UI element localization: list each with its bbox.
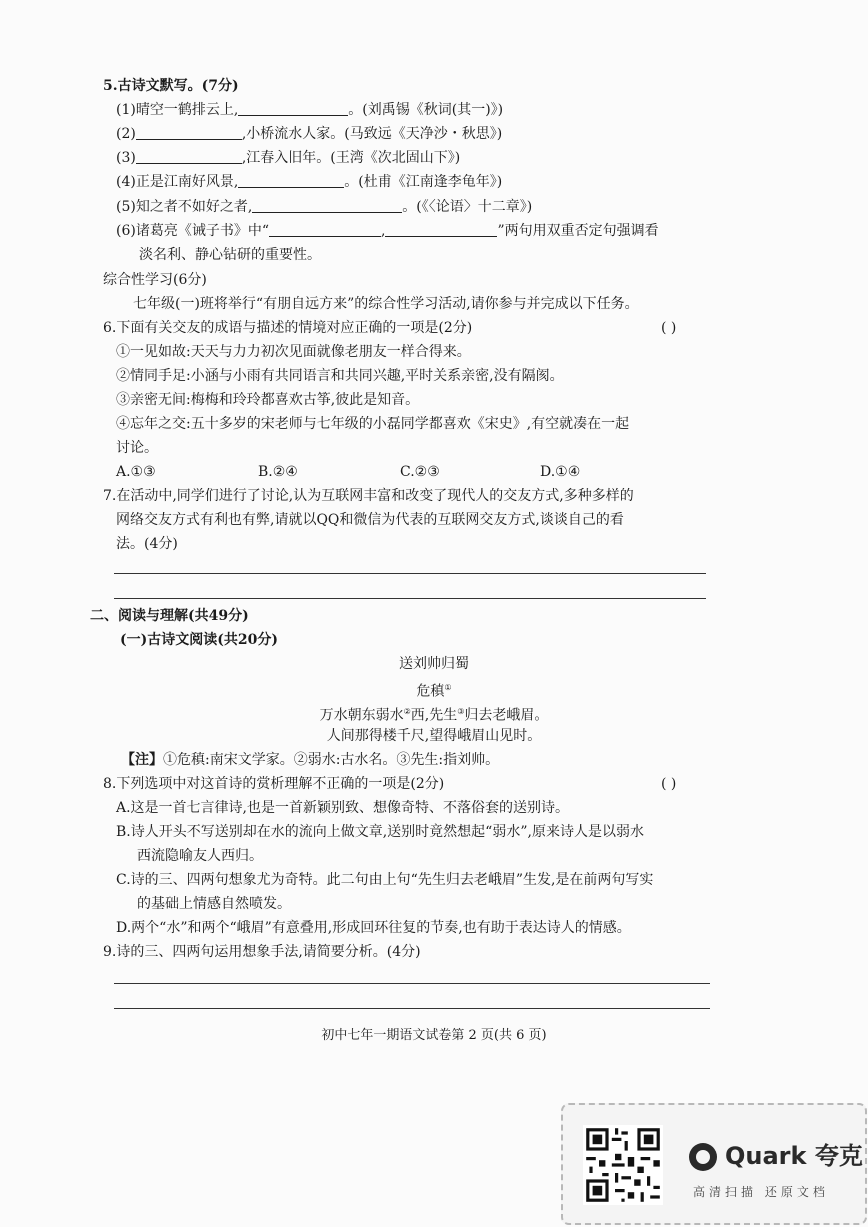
answer-blank[interactable] bbox=[136, 124, 242, 140]
poem-line-2: 人间那得楼千尺,望得峨眉山见时。 bbox=[326, 728, 542, 744]
text: (4)正是江南好风景, bbox=[116, 174, 239, 190]
quark-slogan: 高清扫描 还原文档 bbox=[693, 1185, 829, 1199]
q9-stem: 9.诗的三、四两句运用想象手法,请简要分析。(4分) bbox=[103, 944, 421, 960]
answer-blank[interactable] bbox=[385, 221, 497, 237]
poem-title: 送刘帅归蜀 bbox=[399, 656, 469, 672]
q8-option-c[interactable]: C.诗的三、四两句想象尤为奇特。此二句由上句“先生归去老峨眉”生发,是在前两句写实 bbox=[116, 872, 654, 888]
q6-option-4-cont: 讨论。 bbox=[116, 440, 158, 456]
q6-answer-paren[interactable]: ( ) bbox=[661, 320, 677, 336]
q6-stem: 6.下面有关交友的成语与描述的情境对应正确的一项是(2分) bbox=[103, 320, 473, 336]
text: (5)知之者不如好之者, bbox=[116, 199, 253, 215]
answer-blank[interactable] bbox=[252, 197, 402, 213]
text: (1)晴空一鹤排云上, bbox=[116, 102, 239, 118]
answer-blank[interactable] bbox=[136, 148, 242, 164]
q5-line-6-cont: 淡名利、静心钻研的重要性。 bbox=[139, 247, 321, 263]
text: 。(杜甫《江南逢李龟年》) bbox=[344, 174, 503, 190]
q6-option-4: ④忘年之交:五十多岁的宋老师与七年级的小磊同学都喜欢《宋史》,有空就凑在一起 bbox=[116, 416, 630, 432]
text: 万水朝东弱水 bbox=[319, 707, 404, 724]
q5-line-6 bbox=[116, 221, 659, 241]
q7-line-3: 法。(4分) bbox=[116, 536, 178, 552]
text: ,江春入旧年。(王湾《次北固山下》) bbox=[241, 150, 461, 166]
q9-answer-line-2[interactable] bbox=[114, 1008, 710, 1009]
q9-answer-line-1[interactable] bbox=[114, 983, 710, 984]
q5-line-5 bbox=[116, 197, 532, 217]
page-footer: 初中七年一期语文试卷第 2 页(共 6 页) bbox=[321, 1028, 547, 1043]
text: ①危稹:南宋文学家。②弱水:古水名。③先生:指刘帅。 bbox=[163, 752, 500, 768]
q8-option-b[interactable]: B.诗人开头不写送别却在水的流向上做文章,送别时竟然想起“弱水”,原来诗人是以弱水 bbox=[116, 824, 644, 840]
answer-blank[interactable] bbox=[238, 172, 344, 188]
q6-choice-c[interactable]: C.②③ bbox=[400, 464, 440, 480]
q6-option-3: ③亲密无间:梅梅和玲玲都喜欢古筝,彼此是知音。 bbox=[116, 392, 420, 408]
footnote-mark: ② bbox=[403, 707, 411, 716]
note-tag: 【注】 bbox=[121, 752, 163, 768]
comprehensive-intro: 七年级(一)班将举行“有朋自远方来”的综合性学习活动,请你参与并完成以下任务。 bbox=[133, 296, 639, 312]
q5-line-2 bbox=[116, 124, 502, 144]
text: (6)诸葛亮《诫子书》中“ bbox=[116, 223, 269, 239]
q6-option-1: ①一见如故:天天与力力初次见面就像老朋友一样合得来。 bbox=[116, 344, 471, 360]
q7-answer-line-2[interactable] bbox=[114, 598, 706, 599]
text: 归去老峨眉。 bbox=[464, 707, 549, 724]
poem-author bbox=[0, 678, 868, 702]
footnote-mark: ③ bbox=[457, 707, 465, 716]
text: (2) bbox=[116, 126, 136, 142]
quark-logo-icon bbox=[689, 1143, 717, 1171]
q8-answer-paren[interactable]: ( ) bbox=[661, 776, 677, 792]
q6-option-2: ②情同手足:小涵与小雨有共同语言和共同兴趣,平时关系亲密,没有隔阂。 bbox=[116, 368, 564, 384]
poem-line-1 bbox=[0, 702, 868, 726]
q8-stem: 8.下列选项中对这首诗的赏析理解不正确的一项是(2分) bbox=[103, 776, 445, 792]
q7-line-2: 网络交友方式有利也有弊,请就以QQ和微信为代表的互联网交友方式,谈谈自己的看 bbox=[116, 512, 624, 528]
text: 。(《〈论语〉十二章》) bbox=[402, 199, 533, 215]
text: 危稹 bbox=[416, 683, 445, 700]
comprehensive-heading: 综合性学习(6分) bbox=[103, 272, 207, 288]
answer-blank[interactable] bbox=[238, 100, 348, 116]
answer-blank[interactable] bbox=[269, 221, 381, 237]
poem-note bbox=[121, 750, 499, 770]
q5-line-3 bbox=[116, 148, 460, 168]
quark-brand: Quark 夸克 bbox=[725, 1142, 863, 1170]
q8-option-a[interactable]: A.这是一首七言律诗,也是一首新颖别致、想像奇特、不落俗套的送别诗。 bbox=[116, 800, 570, 816]
q6-choice-b[interactable]: B.②④ bbox=[258, 464, 298, 480]
q8-option-b-cont: 西流隐喻友人西归。 bbox=[137, 848, 263, 864]
section-2-heading: 二、阅读与理解(共49分) bbox=[90, 608, 249, 624]
text: ”两句用双重否定句强调看 bbox=[497, 223, 659, 239]
q8-option-d[interactable]: D.两个“水”和两个“峨眉”有意叠用,形成回环往复的节奏,也有助于表达诗人的情感。 bbox=[116, 920, 631, 936]
text: ,小桥流水人家。(马致远《天净沙・秋思》) bbox=[241, 126, 503, 142]
q5-line-1 bbox=[116, 100, 503, 120]
q5-heading: 5.古诗文默写。(7分) bbox=[103, 78, 239, 94]
q5-line-4 bbox=[116, 172, 502, 192]
qr-code-icon bbox=[583, 1125, 663, 1205]
text: (3) bbox=[116, 150, 136, 166]
q6-choice-a[interactable]: A.①③ bbox=[116, 464, 156, 480]
quark-watermark bbox=[561, 1103, 867, 1225]
q8-option-c-cont: 的基础上情感自然喷发。 bbox=[137, 896, 291, 912]
text: 。(刘禹锡《秋词(其一)》) bbox=[348, 102, 504, 118]
footnote-mark: ① bbox=[444, 683, 452, 692]
text: , bbox=[381, 223, 386, 239]
section-2-sub: (一)古诗文阅读(共20分) bbox=[120, 632, 278, 648]
q7-answer-line-1[interactable] bbox=[114, 573, 706, 574]
text: 西,先生 bbox=[410, 707, 458, 724]
q7-line-1: 7.在活动中,同学们进行了讨论,认为互联网丰富和改变了现代人的交友方式,多种多样的 bbox=[103, 488, 634, 504]
q6-choice-d[interactable]: D.①④ bbox=[540, 464, 581, 480]
